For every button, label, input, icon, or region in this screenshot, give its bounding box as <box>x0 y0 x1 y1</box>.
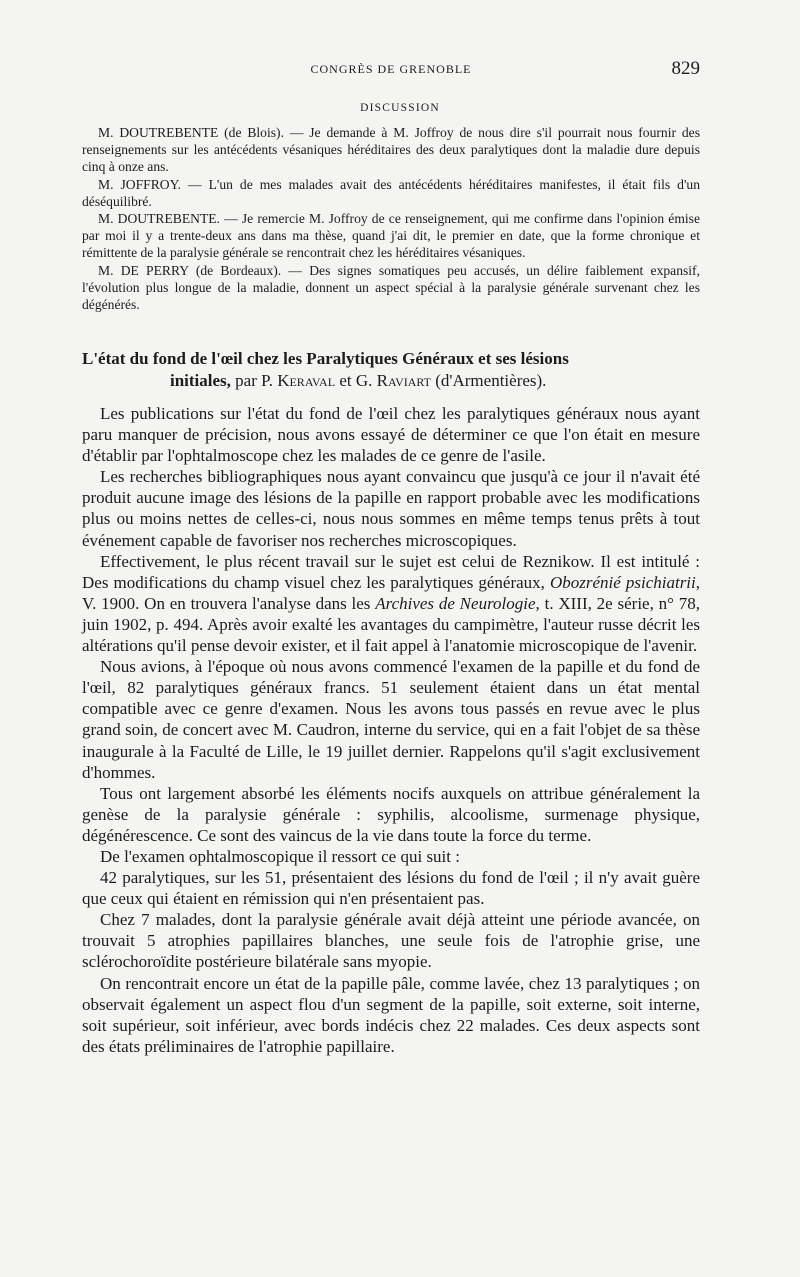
article-title <box>82 348 700 392</box>
author-keraval: Keraval <box>277 371 336 390</box>
discussion-section <box>82 124 700 313</box>
p3-text-a: Effectivement, le plus récent travail sur le sujet est celui de Reznikow. Il est intitulé : Des modifications du champ visuel chez les paralytiques généraux, <box>82 551 700 592</box>
article-paragraph: 42 paralytiques, sur les 51, présentaient des lésions du fond de l'œil ; il n'y avait guère que ceux qui étaient en rémission qui n'en présentaient pas. <box>82 868 700 909</box>
p3-text-c: , V. 1900. On en trouvera l'analyse dans les <box>82 572 701 613</box>
page-number: 829 <box>671 58 700 79</box>
article-paragraph: On rencontrait encore un état de la papille pâle, comme lavée, chez 13 paralytiques ; on observait également un aspect flou d'un segment de la papille, soit externe, soit interne, soit supérieur, soit inférieur, avec bords indécis chez 22 malades. Ces deux aspects sont des états préliminaires de l'atrophie papillaire. <box>82 973 700 1056</box>
page-header <box>82 58 700 82</box>
discussion-paragraph: M. DE PERRY (de Bordeaux). — Des signes somatiques peu accusés, un délire faiblement expansif, l'évolution plus longue de la maladie, donnent un aspect spécial à la paralysie générale survenant chez les dégénérés. <box>82 262 700 313</box>
article-paragraph: Chez 7 malades, dont la paralysie générale avait déjà atteint une période avancée, on trouvait 5 atrophies papillaires blanches, une seule fois de l'atrophie grise, une sclérochoroïdite postérieure bilatérale sans myopie. <box>82 910 700 972</box>
journal-title-archives: Archives de Neurologie <box>375 593 536 613</box>
discussion-paragraph: M. DOUTREBENTE (de Blois). — Je demande à M. Joffroy de nous dire s'il pourrait nous fournir des renseignements sur les antécédents vésaniques héréditaires des deux paralytiques dont la maladie dure depuis cinq à onze ans. <box>82 125 700 175</box>
title-main: L'état du fond de l'œil chez les Paralytiques Généraux et ses lésions <box>82 349 569 368</box>
article-paragraph <box>82 551 700 656</box>
article-paragraph: Nous avions, à l'époque où nous avons commencé l'examen de la papille et du fond de l'œil, 82 paralytiques généraux francs. 51 seulement étaient dans un état mental compatible avec ce genre d'examen. Nous les avons tous passés en revue avec le plus grand soin, de concert avec M. Caudron, interne du service, qui en a fait l'objet de sa thèse inaugurale à la Faculté de Lille, le 19 juillet dernier. Rappelons qu'il s'agit exclusivement d'hommes. <box>82 657 700 782</box>
article-title-line-2 <box>82 370 700 392</box>
discussion-heading: DISCUSSION <box>360 102 440 114</box>
article-paragraph: Tous ont largement absorbé les éléments nocifs auxquels on attribue généralement la genèse de la paralysie générale : syphilis, alcoolisme, surmenage physique, dégénérescence. Ce sont des vaincus de la vie dans toute la force du terme. <box>82 783 700 845</box>
p3-text-e: , t. XIII, 2e série, n° 78, juin 1902, p. 494. Après avoir exalté les avantages du campimètre, l'auteur russe décrit les altérations qu'il pense devoir exister, et il fait appel à l'anatomie microscopique de l'avenir. <box>82 593 700 656</box>
byline-et: et G. <box>335 371 377 390</box>
title-main-end: initiales, <box>170 371 231 390</box>
author-raviart: Raviart <box>376 371 432 390</box>
article-paragraph: Les recherches bibliographiques nous ayant convaincu que jusqu'à ce jour il n'avait été produit aucune image des lésions de la papille en rapport probable avec les modifications plus ou moins nettes de celles-ci, nous nous sommes en même temps tenus prêts à tout événement capable de favoriser nos recherches microscopiques. <box>82 467 700 550</box>
byline-place: (d'Armentières). <box>431 371 547 390</box>
running-head: CONGRÈS DE GRENOBLE <box>310 62 472 76</box>
article-paragraph: Les publications sur l'état du fond de l'œil chez les paralytiques généraux nous ayant paru manquer de précision, nous avons essayé de déterminer ce que l'on était en mesure d'établir par l'ophtalmoscope chez les malades de ce genre de l'asile. <box>82 404 700 466</box>
article-title-line-1 <box>82 348 700 370</box>
article-paragraph: De l'examen ophtalmoscopique il ressort ce qui suit : <box>100 846 460 866</box>
discussion-paragraph: M. JOFFROY. — L'un de mes malades avait des antécédents héréditaires manifestes, il était fils d'un déséquilibré. <box>82 176 700 209</box>
article-body <box>82 403 700 1057</box>
byline-par: par P. <box>230 371 278 390</box>
journal-title-obozrenie: Obozrénié psichiatrii <box>549 572 696 592</box>
discussion-paragraph: M. DOUTREBENTE. — Je remercie M. Joffroy de ce renseignement, qui me confirme dans l'opinion émise par moi il y a trente-deux ans dans ma thèse, quand j'ai dit, le premier en date, que la forme chronique et rémittente de la paralysie générale se rencontrait chez les héréditaires vésaniques. <box>82 211 700 261</box>
